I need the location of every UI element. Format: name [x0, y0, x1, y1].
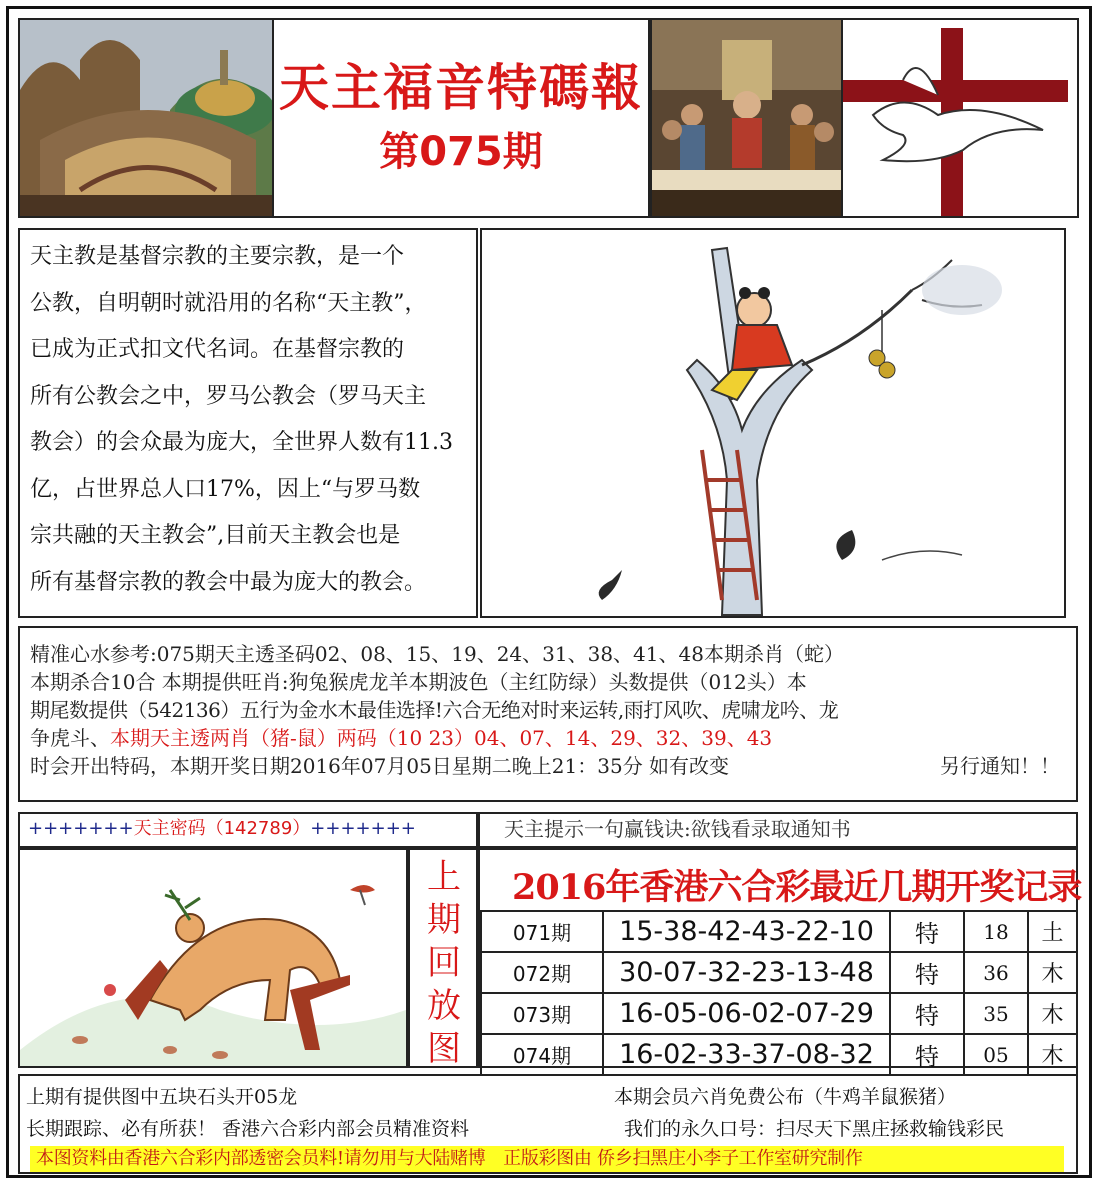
- last-supper-painting: [650, 18, 843, 218]
- intro-line: 所有基督宗教的教会中最为庞大的教会。: [30, 569, 427, 595]
- secret-plus-left: +++++++: [28, 818, 134, 839]
- table-row: [481, 911, 1077, 952]
- child-in-tree-illustration: [482, 230, 1064, 616]
- intro-line: 亿，占世界总人口17%，因上“与罗马数: [30, 476, 421, 502]
- record-element: 土: [1028, 911, 1077, 952]
- intro-line: 教会）的会众最为庞大，全世界人数有11.3: [30, 430, 453, 455]
- issue-number: 第075期: [379, 129, 543, 175]
- record-special: 35: [964, 993, 1028, 1034]
- cross-dove-icon: [843, 20, 1079, 218]
- record-numbers: 16-02-33-37-08-32: [603, 1034, 890, 1075]
- record-numbers: 16-05-06-02-07-29: [603, 993, 890, 1034]
- record-element: 木: [1028, 1034, 1077, 1075]
- last-supper-illustration: [652, 20, 843, 218]
- church-photo: [18, 18, 274, 218]
- hint-box: [18, 626, 1078, 802]
- record-issue: 071期: [481, 911, 603, 952]
- record-special: 05: [964, 1034, 1028, 1075]
- replay-picture-box: [18, 848, 408, 1068]
- secret-plus-right: +++++++: [310, 818, 416, 839]
- record-te: 特: [890, 993, 964, 1034]
- record-issue: 073期: [481, 993, 603, 1034]
- newspaper-title: 天主福音特碼報: [279, 59, 643, 117]
- footer-credit-banner: 本图资料由香港六合彩内部透密会员料!请勿用与大陆赌博 正版彩图由 侨乡扫黑庄小李子工作室研究制作: [30, 1146, 1064, 1172]
- intro-line: 公教，自明朝时就沿用的名称“天主教”，: [30, 290, 427, 316]
- hint-line-5: 时会开出特码，本期开奖日期2016年07月05日星期二晚上21：35分 如有改变: [30, 754, 730, 778]
- cross-dove-picture: [841, 18, 1079, 218]
- tip-box: [478, 812, 1078, 848]
- record-element: 木: [1028, 952, 1077, 993]
- table-row: [481, 993, 1077, 1034]
- intro-line: 宗共融的天主教会”,目前天主教会也是: [30, 523, 401, 548]
- church-illustration: [20, 20, 274, 218]
- record-te: 特: [890, 911, 964, 952]
- records-title: 2016年香港六合彩最近几期开奖记录: [512, 867, 1082, 908]
- footer-box: [18, 1074, 1078, 1174]
- hint-line-4: [30, 724, 772, 752]
- intro-line: 天主教是基督宗教的主要宗教，是一个: [30, 244, 405, 269]
- secret-code: 天主密码（142789）: [133, 818, 311, 839]
- secret-code-box: [18, 812, 478, 848]
- record-special: 18: [964, 911, 1028, 952]
- replay-label-box: [408, 848, 478, 1068]
- record-te: 特: [890, 952, 964, 993]
- tree-cartoon-box: [480, 228, 1066, 618]
- record-numbers: 15-38-42-43-22-10: [603, 911, 890, 952]
- hint-line-5-notice: 另行通知！！: [940, 754, 1060, 778]
- intro-text-box: [18, 228, 478, 618]
- intro-line: 已成为正式扣文代名词。在基督宗教的: [30, 337, 405, 362]
- footer-line-1-left: 上期有提供图中五块石头开05龙: [26, 1086, 298, 1108]
- header-title-box: [272, 18, 650, 218]
- record-element: 木: [1028, 993, 1077, 1034]
- intro-line: 所有公教会之中，罗马公教会（罗马天主: [30, 383, 427, 409]
- footer-line-1-right: 本期会员六肖免费公布（牛鸡羊鼠猴猪）: [614, 1086, 957, 1108]
- record-issue: 072期: [481, 952, 603, 993]
- table-row: [481, 952, 1077, 993]
- winning-tip: 天主提示一句赢钱诀:欲钱看录取通知书: [504, 817, 851, 841]
- record-numbers: 30-07-32-23-13-48: [603, 952, 890, 993]
- hint-line-3: 期尾数提供（542136）五行为金水木最佳选择!六合无绝对时来运转,雨打风吹、虎啸龙吟、龙: [30, 698, 839, 722]
- record-special: 36: [964, 952, 1028, 993]
- hint-line-4-text: 争虎斗、: [30, 726, 110, 750]
- hint-line-1: 精准心水参考:075期天主透圣码02、08、15、19、24、31、38、41、48本期杀肖（蛇）: [30, 642, 844, 666]
- cougar-illustration: [20, 850, 406, 1066]
- record-te: 特: [890, 1034, 964, 1075]
- replay-label: 上期回放图: [427, 857, 461, 1069]
- featured-picks: 本期天主透两肖（猪-鼠）两码（10 23）04、07、14、29、32、39、43: [110, 726, 773, 750]
- record-issue: 074期: [481, 1034, 603, 1075]
- table-row: [481, 1034, 1077, 1075]
- footer-line-2-right: 我们的永久口号：扫尽天下黑庄拯救输钱彩民: [624, 1118, 1005, 1140]
- footer-line-2-left: 长期跟踪、必有所获！ 香港六合彩内部会员精准资料: [26, 1118, 470, 1140]
- records-table: [480, 910, 1078, 1076]
- hint-line-2: 本期杀合10合 本期提供旺肖:狗兔猴虎龙羊本期波色（主红防绿）头数提供（012头）本: [30, 670, 807, 694]
